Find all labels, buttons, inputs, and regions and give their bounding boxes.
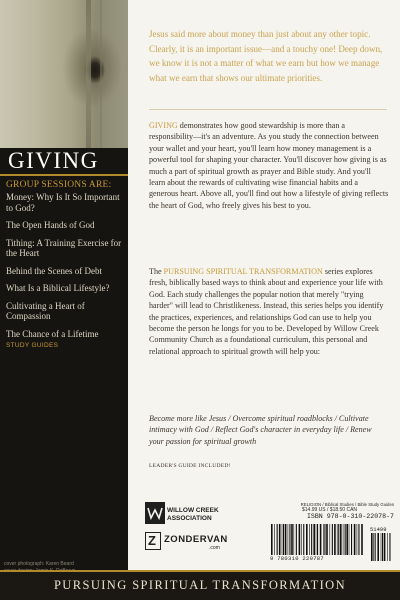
barcode-block <box>266 502 394 568</box>
barcode-bar <box>324 524 325 555</box>
barcode-bar <box>285 524 287 555</box>
zondervan-mark-icon: Z <box>145 532 161 550</box>
barcode-bar <box>357 524 358 555</box>
sessions-heading: GROUP SESSIONS ARE: <box>6 180 112 190</box>
price-barcode <box>370 533 392 561</box>
barcode-bar <box>282 524 283 555</box>
session-item: Cultivating a Heart of Compassion <box>6 300 85 321</box>
barcode-bar <box>340 524 342 555</box>
study-guides-label: STUDY GUIDES <box>6 342 59 349</box>
barcode-bar <box>299 524 301 555</box>
barcode-bar <box>377 533 379 561</box>
barcode-bar <box>311 524 312 555</box>
barcode-bar <box>343 524 344 555</box>
sessions-list <box>6 180 126 349</box>
series-bar-rule <box>0 570 400 572</box>
title-divider <box>0 174 128 176</box>
barcode-bar <box>283 524 284 555</box>
quote-divider <box>149 109 387 110</box>
barcode-bar <box>326 524 328 555</box>
barcode-bar <box>306 524 308 555</box>
barcode-bar <box>316 524 317 555</box>
barcode-bar <box>361 524 363 555</box>
zondervan-logo <box>145 530 255 556</box>
barcode-bar <box>289 524 290 555</box>
barcode-bar <box>373 533 374 561</box>
barcode-bar <box>323 524 324 555</box>
zondervan-domain: .com <box>209 545 220 551</box>
pull-quote: Jesus said more about money than just about any other topic. Clearly, it is an important issue—and a touchy one! Deep down, we know it is not a matter of what we earn but how we manage what we earn that shows our ultimate priorities. <box>149 29 383 83</box>
description-paragraph <box>149 120 389 211</box>
isbn-label: ISBN 978-0-310-22078-7 <box>306 513 394 520</box>
price-label: $14.99 US / $18.50 CAN <box>302 507 358 513</box>
barcode-bar <box>371 533 373 561</box>
barcode-bar <box>349 524 350 555</box>
barcode-bar <box>354 524 356 555</box>
session-item: Tithing: A Training Exercise for the Heart <box>6 237 122 258</box>
session-item: The Chance of a Lifetime <box>6 328 99 339</box>
barcode-bar <box>346 524 348 555</box>
barcode-bar <box>288 524 289 555</box>
zondervan-name: ZONDERVAN <box>164 534 228 545</box>
series-name-inline: PURSUING SPIRITUAL TRANSFORMATION <box>163 267 323 276</box>
barcode-bar <box>375 533 376 561</box>
barcode-bar <box>330 524 331 555</box>
book-title: GIVING <box>8 148 99 173</box>
leaders-guide-note: LEADER'S GUIDE INCLUDED! <box>149 463 231 469</box>
category-label: RELIGION / Biblical Studies / Bible Study Guides <box>300 502 394 507</box>
benefits-list: Become more like Jesus / Overcome spiritual roadblocks / Cultivate intimacy with God / Reflect God's character in everyday life / Renew your passion for spiritual growth <box>149 414 372 446</box>
barcode-bar <box>382 533 383 561</box>
series-paragraph <box>149 266 389 357</box>
publisher-line: WILLOW CREEK <box>167 507 219 514</box>
barcode-bar <box>381 533 382 561</box>
paragraph-text: series explores fresh, biblically based ways to think about and experience your life with God. Each study challenges the popular notion that merely "trying harder" will lead to Christlikeness. Instead, this series helps you identify the practices, experiences, and relationships God can use to help you become the person he longs for you to be. Developed by Willow Creek Community Church as a foundational curriculum, this personal and relational approach to spiritual growth will help you: <box>149 267 384 356</box>
barcode-bar <box>334 524 336 555</box>
barcode-bar <box>345 524 346 555</box>
session-item: The Open Hands of God <box>6 220 95 230</box>
barcode-bar <box>387 533 388 561</box>
paragraph-pre: The <box>149 267 164 276</box>
willow-creek-mark-icon <box>145 502 165 524</box>
photo-streak <box>86 0 91 148</box>
barcode-bar <box>274 524 275 555</box>
paragraph-lead: GIVING <box>149 121 178 130</box>
willow-creek-name <box>167 507 219 522</box>
cover-photo <box>0 0 128 148</box>
barcode-bar <box>294 524 295 555</box>
session-item: Money: Why Is It So Important to God? <box>6 192 120 213</box>
barcode-bar <box>320 524 322 555</box>
barcode-bar <box>337 524 338 555</box>
right-panel <box>128 0 400 570</box>
session-item: Behind the Scenes of Debt <box>6 265 102 276</box>
barcode-bar <box>279 524 281 555</box>
barcode-bar <box>303 524 304 555</box>
barcode-bar <box>358 524 359 555</box>
photo-streak-thin <box>100 0 102 148</box>
barcode-bar <box>338 524 339 555</box>
barcode-bar <box>277 524 278 555</box>
isbn-barcode <box>270 524 366 555</box>
barcode-bar <box>291 524 293 555</box>
barcode-bar <box>309 524 310 555</box>
publisher-line: ASSOCIATION <box>167 514 212 522</box>
series-title: PURSUING SPIRITUAL TRANSFORMATION <box>53 578 347 592</box>
barcode-number: 9 780310 220787 <box>270 555 325 562</box>
barcode-bar <box>332 524 333 555</box>
barcode-bar <box>301 524 302 555</box>
barcode-bar <box>313 524 315 555</box>
left-panel <box>0 0 128 570</box>
barcode-bar <box>384 533 386 561</box>
willow-creek-logo <box>145 502 245 524</box>
barcode-bar <box>351 524 352 555</box>
price-code: 51499 <box>370 526 387 533</box>
photo-credit: cover photograph: Karen Beard <box>4 561 74 567</box>
session-item: What Is a Biblical Lifestyle? <box>6 283 110 293</box>
barcode-bar <box>296 524 297 555</box>
paragraph-text: demonstrates how good stewardship is more than a responsibility—it's an adventure. As you study the connection between your wallet and your heart, you'll learn how money management is a powerful tool for shaping your character. You'll discover how giving is as much a part of spiritual growth as prayer and Bible study. And you'll learn about the rewards of cultivating wise financial habits and a generous heart. Above all, you'll find out how a lifestyle of giving reflects the heart of God, who freely gives his best to you. <box>149 121 389 210</box>
barcode-bar <box>271 524 273 555</box>
barcode-bar <box>317 524 318 555</box>
barcode-bar <box>389 533 390 561</box>
